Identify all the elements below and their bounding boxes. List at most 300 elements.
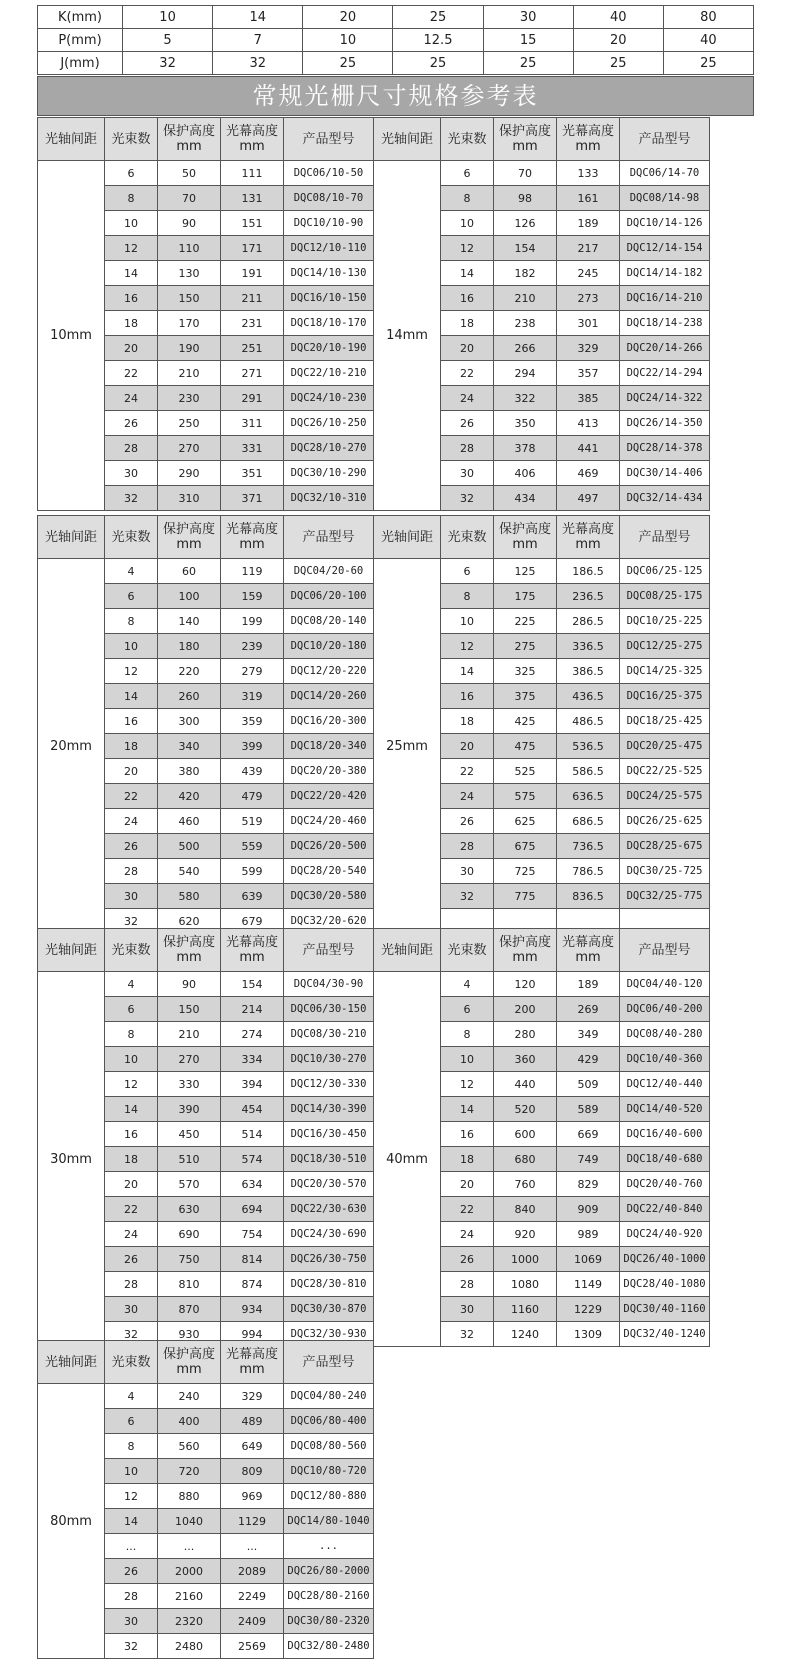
beam-count: 6 bbox=[441, 161, 494, 186]
model-code: DQC04/30-90 bbox=[284, 972, 374, 997]
model-code: DQC06/10-50 bbox=[284, 161, 374, 186]
beam-count: 26 bbox=[105, 411, 158, 436]
curtain-height: 694 bbox=[221, 1197, 284, 1222]
protect-height: 70 bbox=[158, 186, 221, 211]
curtain-height: 686.5 bbox=[557, 809, 620, 834]
curtain-height: 286.5 bbox=[557, 609, 620, 634]
curtain-height: 291 bbox=[221, 386, 284, 411]
model-code: DQC32/25-775 bbox=[620, 884, 710, 909]
beam-count: 8 bbox=[441, 584, 494, 609]
beam-count: 14 bbox=[441, 1097, 494, 1122]
curtain-height: 329 bbox=[221, 1384, 284, 1409]
beam-count: 24 bbox=[105, 1222, 158, 1247]
beam-count: 18 bbox=[105, 1147, 158, 1172]
beam-count: 10 bbox=[105, 1459, 158, 1484]
beam-count: 26 bbox=[105, 1559, 158, 1584]
model-code: DQC06/80-400 bbox=[284, 1409, 374, 1434]
beam-count: 18 bbox=[441, 1147, 494, 1172]
beam-count: 14 bbox=[441, 261, 494, 286]
model-code: DQC30/25-725 bbox=[620, 859, 710, 884]
model-code: DQC30/30-870 bbox=[284, 1297, 374, 1322]
curtain-height: 385 bbox=[557, 386, 620, 411]
model-code: DQC06/40-200 bbox=[620, 997, 710, 1022]
model-code: DQC26/40-1000 bbox=[620, 1247, 710, 1272]
protect-height: 210 bbox=[158, 361, 221, 386]
curtain-height: 489 bbox=[221, 1409, 284, 1434]
beam-count: 8 bbox=[105, 186, 158, 211]
model-code: DQC30/10-290 bbox=[284, 461, 374, 486]
header-beams: 光束数 bbox=[105, 1341, 158, 1384]
model-code: DQC16/30-450 bbox=[284, 1122, 374, 1147]
curtain-height: 786.5 bbox=[557, 859, 620, 884]
protect-height: 406 bbox=[494, 461, 557, 486]
beam-count: 26 bbox=[441, 411, 494, 436]
model-code: DQC26/30-750 bbox=[284, 1247, 374, 1272]
protect-height: 475 bbox=[494, 734, 557, 759]
right-spec-table bbox=[373, 515, 710, 934]
model-code: DQC28/20-540 bbox=[284, 859, 374, 884]
table-title: 常规光栅尺寸规格参考表 bbox=[37, 76, 754, 116]
curtain-height: 754 bbox=[221, 1222, 284, 1247]
beam-count: 18 bbox=[441, 709, 494, 734]
beam-count: 30 bbox=[105, 1297, 158, 1322]
beam-count: 20 bbox=[441, 734, 494, 759]
curtain-height: 273 bbox=[557, 286, 620, 311]
header-pitch: 光轴间距 bbox=[374, 118, 441, 161]
protect-height: 270 bbox=[158, 1047, 221, 1072]
right-spec-table bbox=[373, 928, 710, 1347]
protect-height: 110 bbox=[158, 236, 221, 261]
model-code: DQC10/14-126 bbox=[620, 211, 710, 236]
protect-height: 210 bbox=[158, 1022, 221, 1047]
curtain-height: 399 bbox=[221, 734, 284, 759]
curtain-height: 439 bbox=[221, 759, 284, 784]
beam-count: 32 bbox=[105, 909, 158, 934]
protect-height: 870 bbox=[158, 1297, 221, 1322]
curtain-height: 336.5 bbox=[557, 634, 620, 659]
header-protect: 保护高度mm bbox=[494, 516, 557, 559]
header-protect: 保护高度mm bbox=[158, 118, 221, 161]
beam-count: 8 bbox=[441, 1022, 494, 1047]
param-label: P(mm) bbox=[38, 29, 123, 52]
protect-height: 600 bbox=[494, 1122, 557, 1147]
beam-count: 10 bbox=[105, 634, 158, 659]
protect-height: 420 bbox=[158, 784, 221, 809]
model-code: DQC18/20-340 bbox=[284, 734, 374, 759]
model-code: DQC26/10-250 bbox=[284, 411, 374, 436]
protect-height: 125 bbox=[494, 559, 557, 584]
protect-height: 180 bbox=[158, 634, 221, 659]
beam-count: 30 bbox=[441, 1297, 494, 1322]
curtain-height: 874 bbox=[221, 1272, 284, 1297]
beam-count: 4 bbox=[105, 1384, 158, 1409]
model-code: DQC10/10-90 bbox=[284, 211, 374, 236]
table-row bbox=[38, 1384, 374, 1409]
model-code: DQC14/25-325 bbox=[620, 659, 710, 684]
protect-height: 150 bbox=[158, 286, 221, 311]
curtain-height: 749 bbox=[557, 1147, 620, 1172]
curtain-height: 351 bbox=[221, 461, 284, 486]
protect-height: 920 bbox=[494, 1222, 557, 1247]
beam-count: 28 bbox=[105, 859, 158, 884]
protect-height: 2320 bbox=[158, 1609, 221, 1634]
beam-count: 10 bbox=[105, 1047, 158, 1072]
model-code: DQC18/10-170 bbox=[284, 311, 374, 336]
protect-height: 266 bbox=[494, 336, 557, 361]
curtain-height: 349 bbox=[557, 1022, 620, 1047]
header-pitch: 光轴间距 bbox=[38, 516, 105, 559]
protect-height: 325 bbox=[494, 659, 557, 684]
model-code: DQC16/40-600 bbox=[620, 1122, 710, 1147]
left-spec-table bbox=[37, 515, 374, 934]
curtain-height: 413 bbox=[557, 411, 620, 436]
protect-height: 150 bbox=[158, 997, 221, 1022]
beam-count: 16 bbox=[441, 684, 494, 709]
model-code: DQC12/20-220 bbox=[284, 659, 374, 684]
protect-height: 225 bbox=[494, 609, 557, 634]
model-code: DQC30/20-580 bbox=[284, 884, 374, 909]
header-protect: 保护高度mm bbox=[158, 929, 221, 972]
protect-height: 390 bbox=[158, 1097, 221, 1122]
curtain-height: 334 bbox=[221, 1047, 284, 1072]
model-code: DQC18/14-238 bbox=[620, 311, 710, 336]
beam-count: 6 bbox=[105, 997, 158, 1022]
model-code: DQC26/14-350 bbox=[620, 411, 710, 436]
beam-count: 4 bbox=[105, 972, 158, 997]
curtain-height: 441 bbox=[557, 436, 620, 461]
curtain-height: 199 bbox=[221, 609, 284, 634]
protect-height: 90 bbox=[158, 211, 221, 236]
curtain-height: 1309 bbox=[557, 1322, 620, 1347]
model-code: DQC32/20-620 bbox=[284, 909, 374, 934]
curtain-height: 151 bbox=[221, 211, 284, 236]
model-code: DQC08/25-175 bbox=[620, 584, 710, 609]
protect-height: 630 bbox=[158, 1197, 221, 1222]
curtain-height: 271 bbox=[221, 361, 284, 386]
header-curtain: 光幕高度mm bbox=[221, 1341, 284, 1384]
model-code: DQC12/14-154 bbox=[620, 236, 710, 261]
header-curtain: 光幕高度mm bbox=[221, 118, 284, 161]
curtain-height: 2089 bbox=[221, 1559, 284, 1584]
protect-height: 140 bbox=[158, 609, 221, 634]
header-model: 产品型号 bbox=[284, 929, 374, 972]
beam-count: 22 bbox=[441, 361, 494, 386]
model-code: DQC20/30-570 bbox=[284, 1172, 374, 1197]
beam-count: 6 bbox=[441, 559, 494, 584]
beam-count: 12 bbox=[105, 1072, 158, 1097]
param-value: 20 bbox=[303, 6, 393, 29]
beam-count: 28 bbox=[105, 436, 158, 461]
model-code: DQC14/14-182 bbox=[620, 261, 710, 286]
protect-height: 175 bbox=[494, 584, 557, 609]
model-code: DQC32/10-310 bbox=[284, 486, 374, 511]
beam-count: 22 bbox=[105, 361, 158, 386]
curtain-height: 2249 bbox=[221, 1584, 284, 1609]
curtain-height: 231 bbox=[221, 311, 284, 336]
model-code: DQC22/14-294 bbox=[620, 361, 710, 386]
curtain-height: 736.5 bbox=[557, 834, 620, 859]
curtain-height: 1069 bbox=[557, 1247, 620, 1272]
protect-height: 400 bbox=[158, 1409, 221, 1434]
beam-count: 6 bbox=[441, 997, 494, 1022]
curtain-height: 189 bbox=[557, 211, 620, 236]
model-code: DQC16/14-210 bbox=[620, 286, 710, 311]
table-row bbox=[38, 972, 374, 997]
beam-count: 10 bbox=[441, 609, 494, 634]
beam-count: 14 bbox=[105, 261, 158, 286]
left-spec-table bbox=[37, 117, 374, 511]
beam-count: 26 bbox=[105, 834, 158, 859]
table-row bbox=[374, 559, 710, 584]
beam-count: 8 bbox=[105, 1022, 158, 1047]
curtain-height: 836.5 bbox=[557, 884, 620, 909]
beam-count: 24 bbox=[105, 386, 158, 411]
curtain-height: 639 bbox=[221, 884, 284, 909]
model-code: DQC24/14-322 bbox=[620, 386, 710, 411]
protect-height: 1080 bbox=[494, 1272, 557, 1297]
model-code: DQC04/80-240 bbox=[284, 1384, 374, 1409]
curtain-height: 469 bbox=[557, 461, 620, 486]
table-row bbox=[374, 972, 710, 997]
header-beams: 光束数 bbox=[441, 516, 494, 559]
beam-count: 32 bbox=[105, 1322, 158, 1347]
pitch-cell: 10mm bbox=[38, 161, 105, 511]
model-code: DQC10/40-360 bbox=[620, 1047, 710, 1072]
model-code: DQC08/30-210 bbox=[284, 1022, 374, 1047]
curtain-height: 131 bbox=[221, 186, 284, 211]
param-value: 32 bbox=[123, 52, 213, 75]
beam-count: 12 bbox=[105, 236, 158, 261]
model-code: DQC12/30-330 bbox=[284, 1072, 374, 1097]
curtain-height: 331 bbox=[221, 436, 284, 461]
protect-height: ... bbox=[158, 1534, 221, 1559]
protect-height: 240 bbox=[158, 1384, 221, 1409]
model-code: DQC22/40-840 bbox=[620, 1197, 710, 1222]
protect-height: 378 bbox=[494, 436, 557, 461]
model-code: DQC08/14-98 bbox=[620, 186, 710, 211]
protect-height: 238 bbox=[494, 311, 557, 336]
model-code: DQC24/40-920 bbox=[620, 1222, 710, 1247]
beam-count: 4 bbox=[105, 559, 158, 584]
model-code: DQC24/30-690 bbox=[284, 1222, 374, 1247]
beam-count: 26 bbox=[441, 809, 494, 834]
beam-count: 12 bbox=[441, 1072, 494, 1097]
protect-height: 250 bbox=[158, 411, 221, 436]
curtain-height: 2569 bbox=[221, 1634, 284, 1659]
protect-height: 725 bbox=[494, 859, 557, 884]
model-code: DQC28/25-675 bbox=[620, 834, 710, 859]
curtain-height: 559 bbox=[221, 834, 284, 859]
curtain-height: 186.5 bbox=[557, 559, 620, 584]
header-pitch: 光轴间距 bbox=[38, 1341, 105, 1384]
protect-height: 434 bbox=[494, 486, 557, 511]
model-code: DQC08/80-560 bbox=[284, 1434, 374, 1459]
pitch-cell: 30mm bbox=[38, 972, 105, 1347]
beam-count: 6 bbox=[105, 1409, 158, 1434]
protect-height: 182 bbox=[494, 261, 557, 286]
curtain-height: 239 bbox=[221, 634, 284, 659]
model-code: DQC06/14-70 bbox=[620, 161, 710, 186]
protect-height: 90 bbox=[158, 972, 221, 997]
beam-count: 30 bbox=[105, 884, 158, 909]
beam-count: 18 bbox=[105, 734, 158, 759]
model-code: DQC30/40-1160 bbox=[620, 1297, 710, 1322]
model-code: DQC22/20-420 bbox=[284, 784, 374, 809]
beam-count: 20 bbox=[441, 1172, 494, 1197]
beam-count: 8 bbox=[441, 186, 494, 211]
beam-count: 28 bbox=[441, 834, 494, 859]
protect-height: 2000 bbox=[158, 1559, 221, 1584]
curtain-height: ... bbox=[221, 1534, 284, 1559]
param-value: 40 bbox=[573, 6, 663, 29]
protect-height: 675 bbox=[494, 834, 557, 859]
protect-height: 280 bbox=[494, 1022, 557, 1047]
protect-height: 930 bbox=[158, 1322, 221, 1347]
param-value: 12.5 bbox=[393, 29, 483, 52]
curtain-height: 514 bbox=[221, 1122, 284, 1147]
protect-height: 340 bbox=[158, 734, 221, 759]
protect-height: 130 bbox=[158, 261, 221, 286]
curtain-height: 171 bbox=[221, 236, 284, 261]
header-beams: 光束数 bbox=[441, 929, 494, 972]
model-code: ... bbox=[284, 1534, 374, 1559]
protect-height: 625 bbox=[494, 809, 557, 834]
model-code: DQC14/80-1040 bbox=[284, 1509, 374, 1534]
model-code: DQC20/40-760 bbox=[620, 1172, 710, 1197]
beam-count: 16 bbox=[441, 1122, 494, 1147]
param-label: J(mm) bbox=[38, 52, 123, 75]
beam-count: 8 bbox=[105, 609, 158, 634]
model-code: DQC24/20-460 bbox=[284, 809, 374, 834]
protect-height: 560 bbox=[158, 1434, 221, 1459]
beam-count: 30 bbox=[441, 859, 494, 884]
beam-count: ... bbox=[105, 1534, 158, 1559]
model-code: DQC12/80-880 bbox=[284, 1484, 374, 1509]
protect-height: 322 bbox=[494, 386, 557, 411]
param-label: K(mm) bbox=[38, 6, 123, 29]
model-code: DQC26/25-625 bbox=[620, 809, 710, 834]
protect-height: 154 bbox=[494, 236, 557, 261]
header-beams: 光束数 bbox=[105, 118, 158, 161]
curtain-height: 191 bbox=[221, 261, 284, 286]
curtain-height: 649 bbox=[221, 1434, 284, 1459]
protect-height: 425 bbox=[494, 709, 557, 734]
protect-height: 680 bbox=[494, 1147, 557, 1172]
curtain-height: 251 bbox=[221, 336, 284, 361]
protect-height: 1000 bbox=[494, 1247, 557, 1272]
curtain-height: 669 bbox=[557, 1122, 620, 1147]
protect-height: 98 bbox=[494, 186, 557, 211]
protect-height: 220 bbox=[158, 659, 221, 684]
protect-height: 440 bbox=[494, 1072, 557, 1097]
model-code: DQC30/14-406 bbox=[620, 461, 710, 486]
protect-height: 775 bbox=[494, 884, 557, 909]
beam-count: 22 bbox=[105, 1197, 158, 1222]
model-code: DQC10/20-180 bbox=[284, 634, 374, 659]
curtain-height: 634 bbox=[221, 1172, 284, 1197]
beam-count: 28 bbox=[441, 1272, 494, 1297]
model-code: DQC28/14-378 bbox=[620, 436, 710, 461]
protect-height: 580 bbox=[158, 884, 221, 909]
param-value: 32 bbox=[213, 52, 303, 75]
model-code: DQC20/20-380 bbox=[284, 759, 374, 784]
model-code: DQC14/20-260 bbox=[284, 684, 374, 709]
model-code: DQC18/30-510 bbox=[284, 1147, 374, 1172]
model-code: DQC12/25-275 bbox=[620, 634, 710, 659]
curtain-height: 394 bbox=[221, 1072, 284, 1097]
curtain-height: 586.5 bbox=[557, 759, 620, 784]
curtain-height: 329 bbox=[557, 336, 620, 361]
header-beams: 光束数 bbox=[105, 929, 158, 972]
model-code: DQC10/80-720 bbox=[284, 1459, 374, 1484]
curtain-height: 486.5 bbox=[557, 709, 620, 734]
right-spec-table bbox=[373, 117, 710, 511]
header-curtain: 光幕高度mm bbox=[557, 929, 620, 972]
protect-height: 570 bbox=[158, 1172, 221, 1197]
curtain-height: 269 bbox=[557, 997, 620, 1022]
protect-height: 2480 bbox=[158, 1634, 221, 1659]
beam-count: 20 bbox=[105, 1172, 158, 1197]
protect-height: 100 bbox=[158, 584, 221, 609]
curtain-height: 1149 bbox=[557, 1272, 620, 1297]
header-curtain: 光幕高度mm bbox=[557, 118, 620, 161]
curtain-height: 2409 bbox=[221, 1609, 284, 1634]
curtain-height: 589 bbox=[557, 1097, 620, 1122]
curtain-height: 509 bbox=[557, 1072, 620, 1097]
curtain-height: 245 bbox=[557, 261, 620, 286]
model-code: DQC14/10-130 bbox=[284, 261, 374, 286]
curtain-height: 111 bbox=[221, 161, 284, 186]
model-code: DQC24/10-230 bbox=[284, 386, 374, 411]
curtain-height: 359 bbox=[221, 709, 284, 734]
protect-height: 190 bbox=[158, 336, 221, 361]
model-code: DQC16/10-150 bbox=[284, 286, 374, 311]
model-code: DQC16/25-375 bbox=[620, 684, 710, 709]
beam-count: 22 bbox=[441, 759, 494, 784]
model-code: DQC18/25-425 bbox=[620, 709, 710, 734]
model-code: DQC08/10-70 bbox=[284, 186, 374, 211]
header-beams: 光束数 bbox=[441, 118, 494, 161]
pitch-cell: 80mm bbox=[38, 1384, 105, 1659]
curtain-height: 599 bbox=[221, 859, 284, 884]
model-code: DQC26/20-500 bbox=[284, 834, 374, 859]
protect-height: 210 bbox=[494, 286, 557, 311]
header-model: 产品型号 bbox=[620, 516, 710, 559]
beam-count: 18 bbox=[105, 311, 158, 336]
protect-height: 510 bbox=[158, 1147, 221, 1172]
header-curtain: 光幕高度mm bbox=[221, 516, 284, 559]
protect-height: 300 bbox=[158, 709, 221, 734]
model-code: DQC08/20-140 bbox=[284, 609, 374, 634]
param-row bbox=[38, 52, 754, 75]
header-model: 产品型号 bbox=[620, 929, 710, 972]
protect-height: 50 bbox=[158, 161, 221, 186]
protect-height: 525 bbox=[494, 759, 557, 784]
protect-height: 1240 bbox=[494, 1322, 557, 1347]
model-code: DQC04/20-60 bbox=[284, 559, 374, 584]
left-spec-table bbox=[37, 928, 374, 1347]
curtain-height: 133 bbox=[557, 161, 620, 186]
model-code: DQC24/25-575 bbox=[620, 784, 710, 809]
param-value: 5 bbox=[123, 29, 213, 52]
beam-count: 14 bbox=[105, 684, 158, 709]
model-code: DQC06/20-100 bbox=[284, 584, 374, 609]
curtain-height: 189 bbox=[557, 972, 620, 997]
model-code: DQC32/30-930 bbox=[284, 1322, 374, 1347]
header-protect: 保护高度mm bbox=[494, 118, 557, 161]
protect-height: 810 bbox=[158, 1272, 221, 1297]
protect-height: 840 bbox=[494, 1197, 557, 1222]
